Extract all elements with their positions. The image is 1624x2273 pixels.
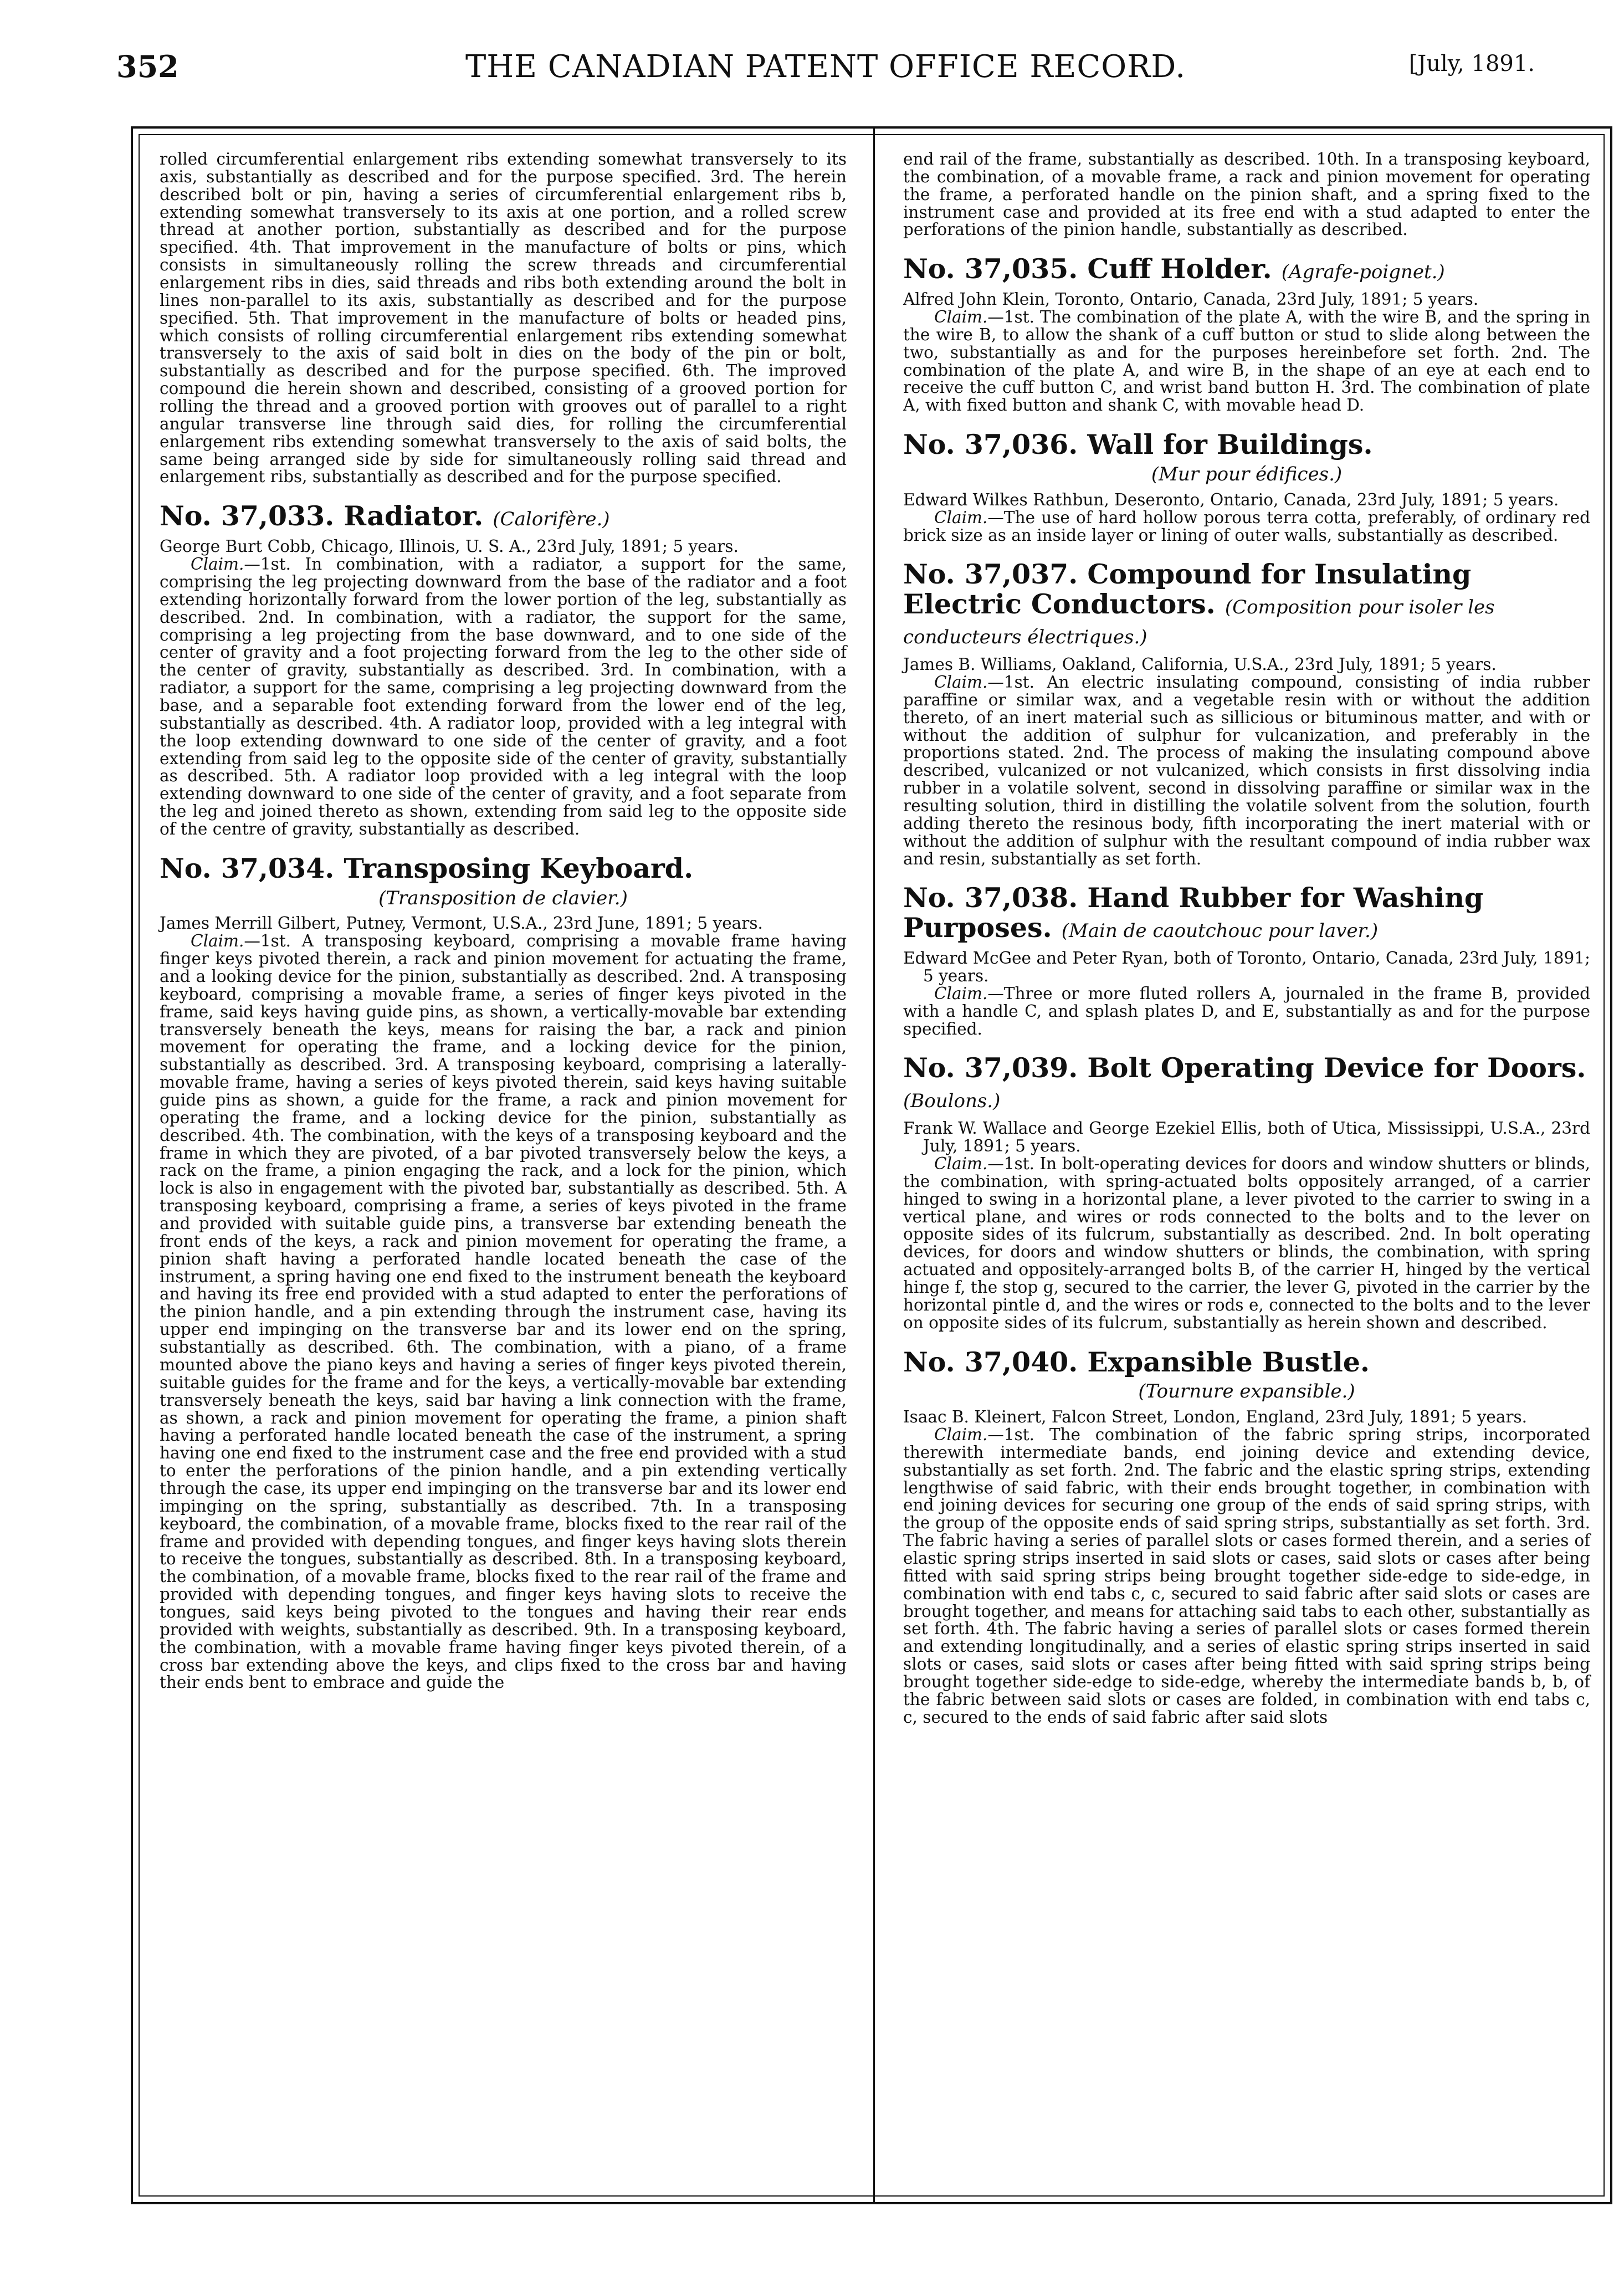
claim-text: Claim.—1st. In combination, with a radiator, a support for the same, comprising the leg projecting downward from the base of the radiator and a foot extending horizontally forward from the lower portion of the leg, substantially as described. 2nd. In combination, with a radiator, the support for the same, comprising a leg projecting from the base downward, and to one side of the center of gravity and a foot projecting forward from the leg to the other side of the center of gravity, substantially as described. 3rd. In combination, with a radiator, a support for the same, comprising a leg projecting downward from the base, and a separable foot extending forward from the lower end of the leg, substantially as described. 4th. A radiator loop, provided with a leg integral with the loop extending downward to one side of the center of gravity, and a foot extending from said leg to the opposite side of the center of gravity, substantially as described. 5th. A radiator loop provided with a leg integral with the loop extending downward to one side of the center of gravity, and a foot separate from the leg and joined thereto as shown, extending from said leg to the opposite side of the centre of gravity, substantially as described. [160, 555, 847, 838]
patent-title: No. 37,035. Cuff Holder. (Agrafe-poignet.) [903, 253, 1445, 285]
patent-entry-37037 [903, 560, 1590, 868]
french-title: (Main de caoutchouc pour laver.) [1061, 920, 1379, 943]
patent-title: No. 37,039. Bolt Operating Device for Doors. (Boulons.) [903, 1052, 1586, 1113]
french-title: (Composition pour isoler les conducteurs électriques.) [903, 596, 1495, 649]
patent-entry-37034 [160, 854, 847, 1692]
french-title: (Boulons.) [903, 1090, 1001, 1113]
inventor-line: Alfred John Klein, Toronto, Ontario, Canada, 23rd July, 1891; 5 years. [903, 290, 1479, 309]
patent-entry-37035 [903, 254, 1590, 414]
page-number: 352 [116, 49, 179, 84]
patent-title: No. 37,033. Radiator. (Calorifère.) [160, 500, 610, 533]
patent-title: No. 37,036. Wall for Buildings. [903, 428, 1373, 461]
page-header [116, 49, 1535, 93]
claim-text: Claim.—1st. The combination of the fabric spring strips, incorporated therewith intermediate bands, end joining device and extending device, substantially as set forth. 2nd. The fabric and the elastic spring strips, extending lengthwise of said fabric, with their ends brought together, in combination with end joining devices for securing one group of the ends of said spring strips, with the group of the opposite ends of said spring strips, substantially as set forth. 3rd. The fabric having a series of parallel slots or cases formed therein, and a series of elastic spring strips inserted in said slots or cases, said slots or cases after being fitted with said spring strips being brought together side-edge to side-edge, in combination with end tabs c, c, secured to said fabric after said slots or cases are brought together, and means for attaching said tabs to each other, substantially as set forth. 4th. The fabric having a series of parallel slots or cases formed therein and extending longitudinally, and a series of elastic spring strips inserted in said slots or cases, said slots or cases after being fitted with said spring strips being brought together side-edge to side-edge, whereby the intermediate bands b, b, of the fabric between said slots or cases are folded, in combination with end tabs c, c, secured to the ends of said fabric after said slots [903, 1425, 1590, 1727]
claim-text: Claim.—1st. A transposing keyboard, comprising a movable frame having finger keys pivoted therein, a rack and pinion movement for actuating the frame, and a looking device for the pinion, substantially as described. 2nd. A transposing keyboard, comprising a movable frame, a series of finger keys pivoted in the frame, said keys having guide pins, as shown, a vertically-movable bar extending transversely beneath the keys, means for raising the bar, a rack and pinion movement for operating the frame, and a locking device for the pinion, substantially as described. 3rd. A transposing keyboard, comprising a laterally-movable frame, having a series of keys pivoted therein, said keys having suitable guide pins as shown, a guide for the frame, a rack and pinion movement for operating the frame, and a locking device for the pinion, substantially as described. 4th. The combination, with the keys of a transposing keyboard and the frame in which they are pivoted, of a bar pivoted transversely below the keys, a rack on the frame, a pinion engaging the rack, and a lock for the pinion, which lock is also in engagement with the pivoted bar, substantially as described. 5th. A transposing keyboard, comprising a frame, a series of keys pivoted in the frame and provided with suitable guide pins, a transverse bar extending beneath the front ends of the keys, a rack and pinion movement for operating the frame, a pinion shaft having a perforated handle located beneath the case of the instrument, a spring having one end fixed to the instrument beneath the keyboard and having its free end provided with a stud adapted to enter the perforations of the pinion handle, and a pin extending through the instrument case, having its upper end impinging on the transverse bar and its lower end on the spring, substantially as described. 6th. The combination, with a piano, of a frame mounted above the piano keys and having a series of finger keys pivoted therein, suitable guides for the frame and for the keys, a vertically-movable bar extending transversely beneath the keys, said bar having a link connection with the frame, as shown, a rack and pinion movement for operating the frame, a pinion shaft having a perforated handle located beneath the case of the instrument, a spring having one end fixed to the instrument case and the free end provided with a stud to enter the perforations of the pinion handle, and a pin extending vertically through the case, its upper end impinging on the transverse bar and its lower end impinging on the spring, substantially as described. 7th. In a transposing keyboard, the combination, of a movable frame, blocks fixed to the rear rail of the frame and provided with depending tongues, and finger keys having slots therein to receive the tongues, substantially as described. 8th. In a transposing keyboard, the combination, of a movable frame, blocks fixed to the rear rail of the frame and provided with depending tongues, and finger keys having slots to receive the tongues, said keys being pivoted to the tongues and having their rear ends provided with weights, substantially as described. 9th. In a transposing keyboard, the combination, with a movable frame having finger keys pivoted therein, of a cross bar extending above the keys, and clips fixed to the cross bar and having their ends bent to embrace and guide the [160, 931, 847, 1692]
column-divider [873, 129, 875, 2202]
running-title: THE CANADIAN PATENT OFFICE RECORD. [465, 49, 1186, 85]
patent-entry-37033 [160, 501, 847, 838]
continued-claims: rolled circumferential enlargement ribs extending somewhat transversely to its axis, substantially as described and for the purpose specified. 3rd. The herein described bolt or pin, having a series of circumferential enlargement ribs b, extending somewhat transversely to its axis at one portion, and a rolled screw thread at another portion, substantially as described and for the purpose specified. 4th. That improvement in the manufacture of bolts or pins, which consists in simultaneously rolling the screw threads and circumferential enlargement ribs in dies, said threads and ribs both extending around the bolt in lines non-parallel to its axis, substantially as described and for the purpose specified. 5th. That improvement in the manufacture of bolts or headed pins, which consists of rolling circumferential enlargement ribs extending somewhat transversely to the axis of said bolt in dies on the body of the pin or bolt, substantially as described and for the purpose specified. 6th. The improved compound die herein shown and described, consisting of a grooved portion for rolling the thread and a grooved portion with grooves out of parallel to a right angular transverse line through said dies, for rolling the circumferential enlargement ribs extending somewhat transversely to the axis of said bolts, the same being arranged side by side for simultaneously rolling said thread and enlargement ribs, substantially as described and for the purpose specified. [160, 150, 847, 487]
inventor-line: Edward Wilkes Rathbun, Deseronto, Ontario, Canada, 23rd July, 1891; 5 years. [903, 490, 1559, 509]
french-title: (Mur pour édifices.) [1151, 463, 1343, 486]
right-column [903, 151, 1590, 1727]
french-title: (Transposition de clavier.) [378, 887, 628, 909]
inventor-line: Frank W. Wallace and George Ezekiel Ellis, both of Utica, Mississippi, U.S.A., 23rd July, 1891; 5 years. [903, 1119, 1590, 1156]
inventor-line: James Merrill Gilbert, Putney, Vermont, U.S.A., 23rd June, 1891; 5 years. [160, 914, 763, 933]
inventor-line: George Burt Cobb, Chicago, Illinois, U. S. A., 23rd July, 1891; 5 years. [160, 537, 739, 556]
claim-text: Claim.—1st. In bolt-operating devices for doors and window shutters or blinds, the combination, with spring-actuated bolts oppositely arranged, of a carrier hinged to swing in a horizontal plane, a lever pivoted to the carrier to swing in a vertical plane, and wires or rods connected to the bolts and to the lever on opposite sides of its fulcrum, substantially as described. 2nd. In bolt operating devices, for doors and window shutters or blinds, the combination, with spring actuated and oppositely-arranged bolts B, of the carrier H, hinged by the vertical hinge f, the stop g, secured to the carrier, the lever G, pivoted in the carrier by the horizontal pintle d, and the wires or rods e, connected to the bolts and to the lever on opposite sides of its fulcrum, substantially as herein shown and described. [903, 1154, 1590, 1332]
french-title: (Calorifère.) [493, 508, 610, 531]
continued-claims: end rail of the frame, substantially as described. 10th. In a transposing keyboard, the combination, of a movable frame, a rack and pinion movement for operating the frame, a perforated handle on the pinion shaft, and a spring fixed to the instrument case and provided at its free end with a stud adapted to enter the perforations of the pinion handle, substantially as described. [903, 150, 1590, 239]
french-title: (Tournure expansible.) [1138, 1380, 1355, 1403]
patent-title: No. 37,037. Compound for Insulating Electric Conductors. (Composition pour isoler les conducteurs électriques.) [903, 558, 1495, 649]
inventor-line: James B. Williams, Oakland, California, U.S.A., 23rd July, 1891; 5 years. [903, 655, 1497, 674]
patent-title: No. 37,034. Transposing Keyboard. [160, 852, 694, 884]
claim-text: Claim.—The use of hard hollow porous terra cotta, preferably, of ordinary red brick size as an inside layer or lining of outer walls, substantially as described. [903, 508, 1590, 545]
patent-entry-37038 [903, 883, 1590, 1038]
left-column [160, 151, 847, 1692]
patent-entry-37036 [903, 430, 1590, 544]
claim-text: Claim.—Three or more fluted rollers A, journaled in the frame B, provided with a handle C, and splash plates D, and E, substantially as and for the purpose specified. [903, 984, 1590, 1038]
claim-text: Claim.—1st. The combination of the plate A, with the wire B, and the spring in the wire B, to allow the shank of a cuff button or stud to slide along between the two, substantially as and for the purposes hereinbefore set forth. 2nd. The combination of the plate A, and wire B, in the shape of an eye at each end to receive the cuff button C, and wrist band button H. 3rd. The combination of plate A, with fixed button and shank C, with movable head D. [903, 308, 1590, 415]
patent-title: No. 37,040. Expansible Bustle. [903, 1345, 1370, 1378]
issue-date: [July, 1891. [1408, 51, 1535, 76]
claim-text: Claim.—1st. An electric insulating compound, consisting of india rubber paraffine or similar wax, and a vegetable resin with or without the addition thereto, of an inert material such as sillicious or bituminous matter, and with or without the addition of sulphur for vulcanization, and preferably in the proportions stated. 2nd. The process of making the insulating compound above described, vulcanized or not vulcanized, which consists in first dissolving india rubber in a volatile solvent, second in dissolving paraffine or similar wax in the resulting solution, third in distilling the volatile solvent from the solution, fourth adding thereto the resinous body, fifth incorporating the inert material with or without the addition of sulphur with the resultant compound of india rubber wax and resin, substantially as set forth. [903, 672, 1590, 868]
patent-entry-37040 [903, 1345, 1590, 1727]
inventor-line: Edward McGee and Peter Ryan, both of Toronto, Ontario, Canada, 23rd July, 1891; 5 years. [903, 949, 1590, 986]
patent-title: No. 37,038. Hand Rubber for Washing Purposes. (Main de caoutchouc pour laver.) [903, 882, 1484, 944]
patent-entry-37039 [903, 1053, 1590, 1332]
french-title: (Agrafe-poignet.) [1281, 261, 1445, 284]
page-frame [131, 126, 1612, 2204]
inventor-line: Isaac B. Kleinert, Falcon Street, London, England, 23rd July, 1891; 5 years. [903, 1407, 1528, 1427]
